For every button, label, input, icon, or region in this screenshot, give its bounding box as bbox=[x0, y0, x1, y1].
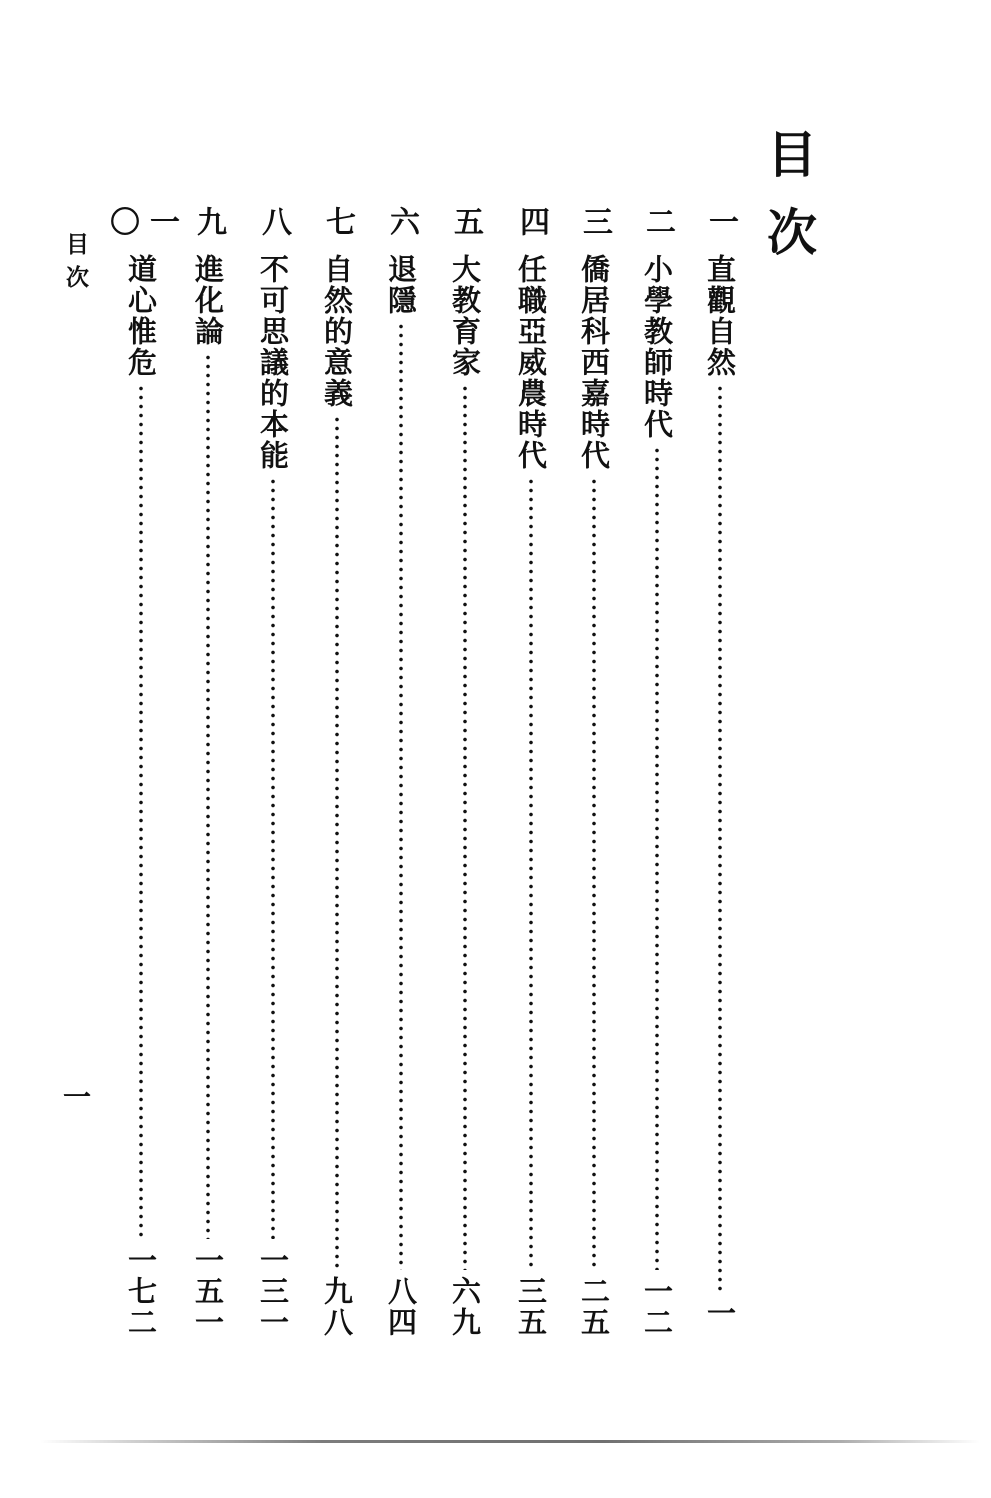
dot-leader bbox=[654, 446, 660, 1270]
chapter-title: 道心惟危 bbox=[124, 254, 158, 378]
toc-entry[interactable] bbox=[511, 198, 551, 1338]
chapter-title: 僑居科西嘉時代 bbox=[577, 254, 611, 471]
toc-entry[interactable] bbox=[253, 198, 293, 1338]
page-title: 目次 bbox=[759, 128, 818, 284]
chapter-title: 退隱 bbox=[384, 254, 418, 316]
chapter-number: 八 bbox=[256, 206, 291, 236]
chapter-number: 一 bbox=[703, 206, 738, 236]
page-number: 八四 bbox=[384, 1276, 418, 1338]
page-number: 六九 bbox=[448, 1276, 482, 1338]
page-number: 一二 bbox=[640, 1276, 674, 1338]
chapter-number: 五 bbox=[448, 206, 483, 236]
dot-leader bbox=[462, 384, 468, 1270]
chapter-number: 二 bbox=[640, 206, 675, 236]
toc-entry[interactable] bbox=[104, 198, 179, 1338]
toc-entry[interactable] bbox=[188, 198, 228, 1338]
toc-entry[interactable] bbox=[637, 198, 677, 1338]
chapter-title: 大教育家 bbox=[448, 254, 482, 378]
dot-leader bbox=[270, 477, 276, 1239]
chapter-number: 三 bbox=[577, 206, 612, 236]
chapter-number: 九 bbox=[191, 206, 226, 236]
chapter-title: 小學教師時代 bbox=[640, 254, 674, 440]
bottom-rule bbox=[40, 1440, 980, 1443]
page-number: 九八 bbox=[320, 1276, 354, 1338]
running-head: 目次 bbox=[62, 232, 89, 298]
dot-leader bbox=[528, 477, 534, 1270]
dot-leader bbox=[138, 384, 144, 1239]
chapter-title: 自然的意義 bbox=[320, 254, 354, 409]
dot-leader bbox=[591, 477, 597, 1270]
toc-entry[interactable] bbox=[700, 198, 740, 1338]
chapter-number: 六 bbox=[384, 206, 419, 236]
page-number: 一五一 bbox=[191, 1245, 225, 1338]
page-number: 一七二 bbox=[124, 1245, 158, 1338]
chapter-title: 任職亞威農時代 bbox=[514, 254, 548, 471]
page-number: 一 bbox=[703, 1298, 737, 1329]
page-number: 一三一 bbox=[256, 1245, 290, 1338]
dot-leader bbox=[334, 415, 340, 1270]
chapter-title: 不可思議的本能 bbox=[256, 254, 290, 471]
toc-entry[interactable] bbox=[445, 198, 485, 1338]
dot-leader bbox=[717, 384, 723, 1292]
chapter-title: 進化論 bbox=[191, 254, 225, 347]
toc-entry[interactable] bbox=[574, 198, 614, 1338]
chapter-number: 七 bbox=[320, 206, 355, 236]
chapter-title: 直觀自然 bbox=[703, 254, 737, 378]
dot-leader bbox=[205, 353, 211, 1239]
toc-entry[interactable] bbox=[317, 198, 357, 1338]
folio-number: 一 bbox=[59, 1082, 92, 1110]
page-number: 三五 bbox=[514, 1276, 548, 1338]
page-number: 二五 bbox=[577, 1276, 611, 1338]
chapter-number: 一〇 bbox=[104, 206, 179, 236]
chapter-number: 四 bbox=[514, 206, 549, 236]
toc-entry[interactable] bbox=[381, 198, 421, 1338]
dot-leader bbox=[398, 322, 404, 1270]
